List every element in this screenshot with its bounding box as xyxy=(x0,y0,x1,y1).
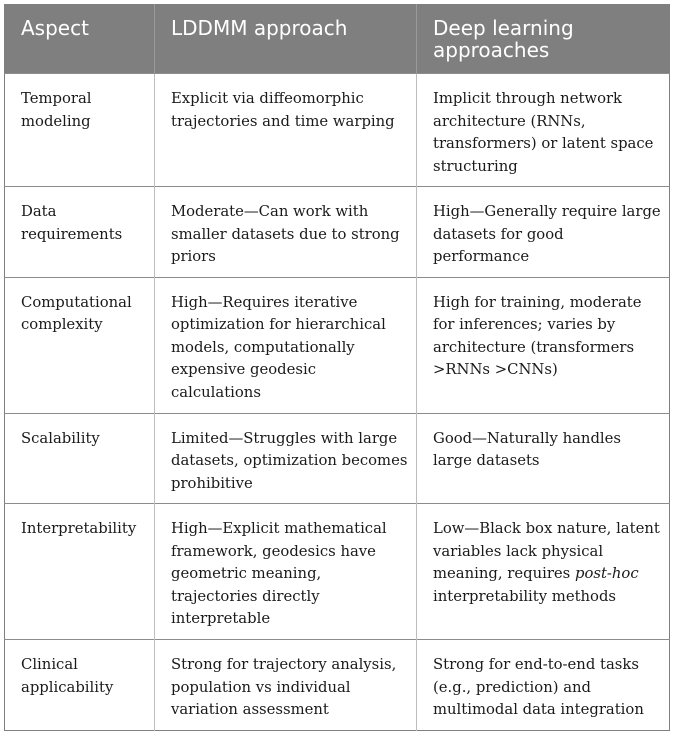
table-row xyxy=(5,504,670,640)
lddmm-cell: High—Requires iterative optimization for hierarchical models, computationally expensive geodesic calculations xyxy=(155,277,417,413)
aspect-cell: Computational complexity xyxy=(5,277,155,413)
lddmm-cell: High—Explicit mathematical framework, geodesics have geometric meaning, trajectories directly interpretable xyxy=(155,504,417,640)
deep-text-end: interpretability methods xyxy=(433,587,617,605)
deep-learning-cell: High for training, moderate for inferences; varies by architecture (transformers >RNNs >CNNs) xyxy=(417,277,670,413)
table-row xyxy=(5,74,670,187)
table-row xyxy=(5,277,670,413)
comparison-table xyxy=(4,4,670,731)
header-row xyxy=(5,5,670,74)
deep-learning-cell: Good—Naturally handles large datasets xyxy=(417,413,670,504)
deep-text-italic: post-hoc xyxy=(574,565,639,582)
table-row xyxy=(5,187,670,278)
header-deep-learning: Deep learning approaches xyxy=(417,5,670,74)
deep-learning-cell xyxy=(417,504,670,640)
lddmm-cell: Limited—Struggles with large datasets, optimization becomes prohibitive xyxy=(155,413,417,504)
lddmm-cell: Explicit via diffeomorphic trajectories and time warping xyxy=(155,74,417,187)
lddmm-cell: Moderate—Can work with smaller datasets due to strong priors xyxy=(155,187,417,278)
aspect-cell: Data requirements xyxy=(5,187,155,278)
aspect-cell: Scalability xyxy=(5,413,155,504)
table-row xyxy=(5,640,670,731)
aspect-cell: Temporal modeling xyxy=(5,74,155,187)
aspect-cell: Interpretability xyxy=(5,504,155,640)
header-aspect: Aspect xyxy=(5,5,155,74)
aspect-cell: Clinical applicability xyxy=(5,640,155,731)
deep-text-start: Low—Black box nature, latent variables lack physical meaning, requires xyxy=(433,520,660,582)
deep-learning-cell: Strong for end-to-end tasks (e.g., prediction) and multimodal data integration xyxy=(417,640,670,731)
deep-learning-cell: High—Generally require large datasets for good performance xyxy=(417,187,670,278)
header-lddmm: LDDMM approach xyxy=(155,5,417,74)
lddmm-cell: Strong for trajectory analysis, population vs individual variation assessment xyxy=(155,640,417,731)
table-row xyxy=(5,413,670,504)
deep-learning-cell: Implicit through network architecture (RNNs, transformers) or latent space structuring xyxy=(417,74,670,187)
